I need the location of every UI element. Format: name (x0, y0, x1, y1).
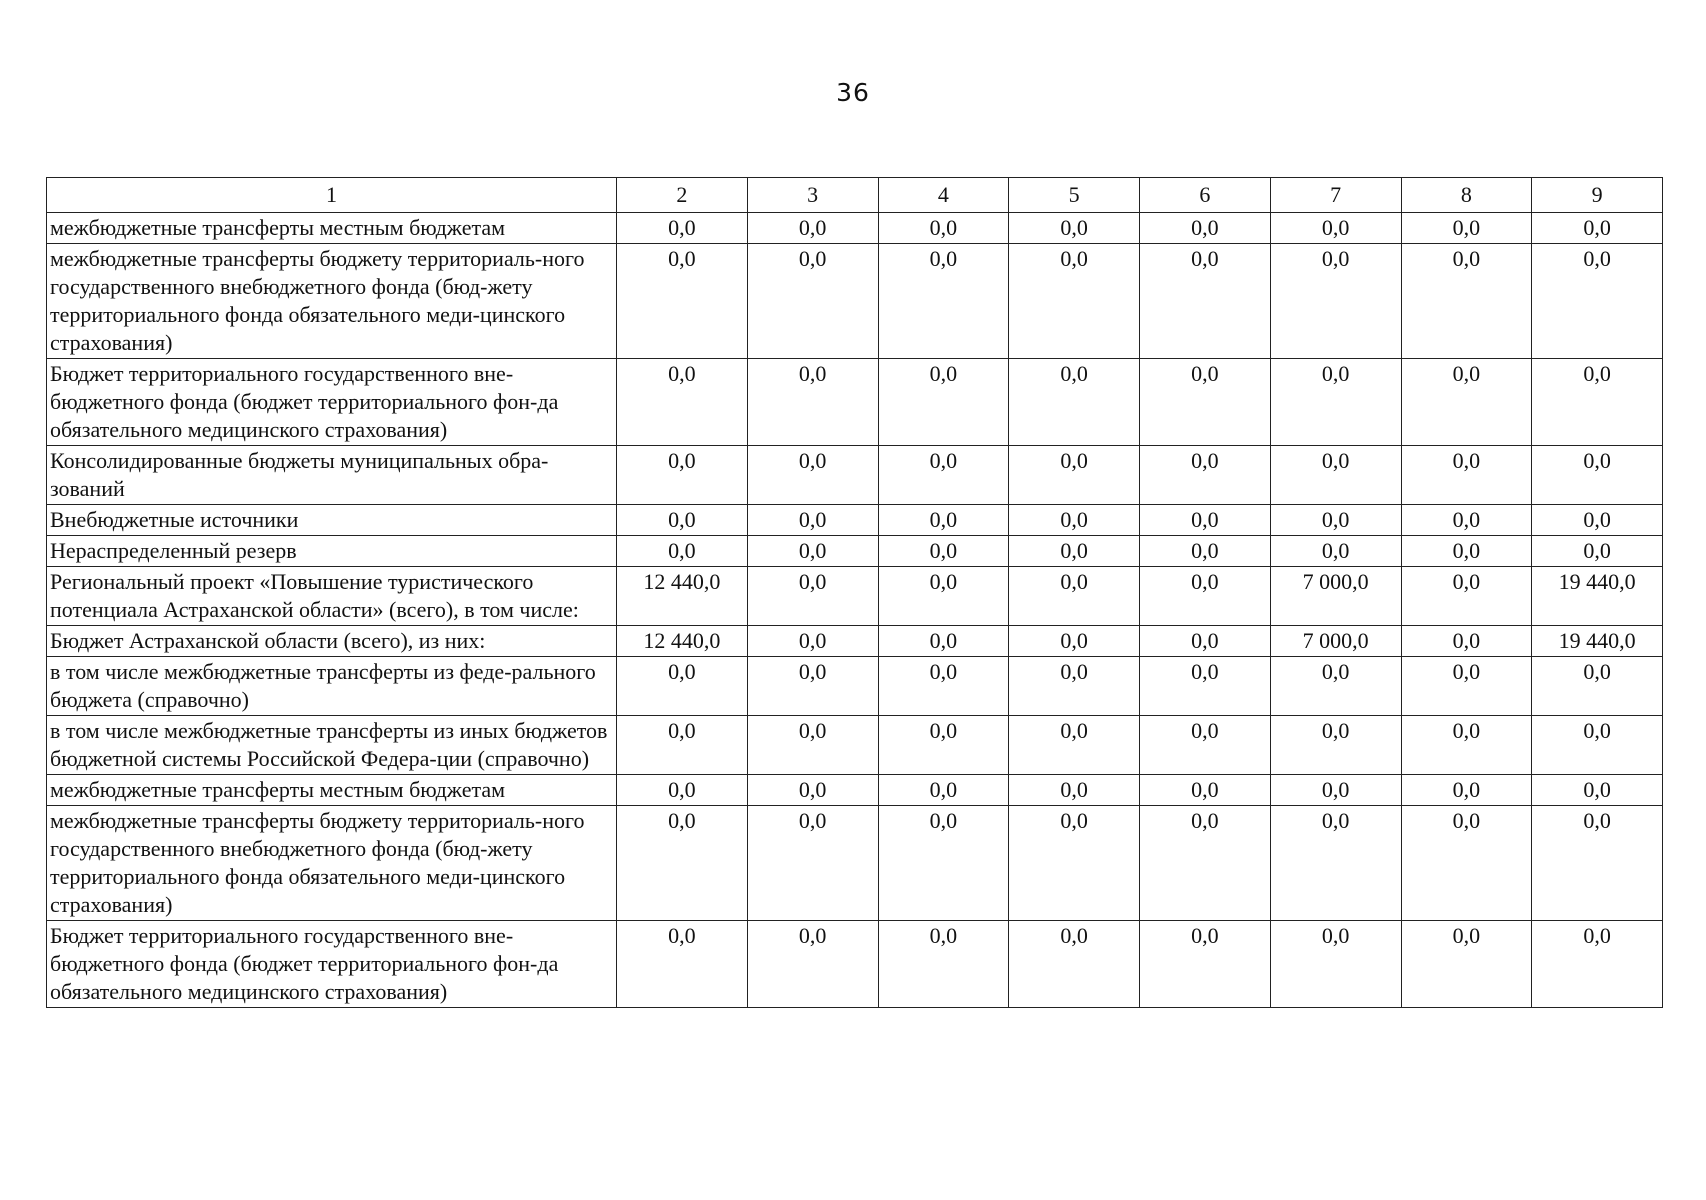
value-cell: 0,0 (1270, 921, 1401, 1008)
value-cell: 0,0 (878, 505, 1009, 536)
row-label: межбюджетные трансферты бюджету территориаль-ного государственного внебюджетного фонда (бюд-жету территориального фонда обязательного меди-цинского страхования) (47, 244, 617, 359)
table-body (47, 213, 1663, 1008)
value-cell: 0,0 (617, 505, 748, 536)
value-cell: 0,0 (1140, 921, 1271, 1008)
row-label: Бюджет Астраханской области (всего), из них: (47, 626, 617, 657)
value-cell: 0,0 (617, 536, 748, 567)
value-cell: 0,0 (747, 446, 878, 505)
value-cell: 0,0 (747, 359, 878, 446)
row-label: Региональный проект «Повышение туристического потенциала Астраханской области» (всего), в том числе: (47, 567, 617, 626)
value-cell: 0,0 (1270, 359, 1401, 446)
value-cell: 0,0 (1270, 806, 1401, 921)
value-cell: 0,0 (1401, 213, 1532, 244)
value-cell: 0,0 (747, 244, 878, 359)
value-cell: 19 440,0 (1532, 626, 1663, 657)
row-label: межбюджетные трансферты местным бюджетам (47, 213, 617, 244)
table-row (47, 775, 1663, 806)
value-cell: 0,0 (1009, 921, 1140, 1008)
value-cell: 0,0 (1140, 446, 1271, 505)
page-number: 36 (836, 78, 870, 107)
value-cell: 0,0 (1009, 213, 1140, 244)
value-cell: 0,0 (1270, 244, 1401, 359)
column-header: 1 (47, 178, 617, 213)
row-label: Внебюджетные источники (47, 505, 617, 536)
value-cell: 0,0 (1270, 213, 1401, 244)
table-row (47, 536, 1663, 567)
column-header: 3 (747, 178, 878, 213)
value-cell: 0,0 (1140, 626, 1271, 657)
value-cell: 0,0 (878, 213, 1009, 244)
value-cell: 0,0 (1401, 567, 1532, 626)
value-cell: 0,0 (747, 775, 878, 806)
row-label: межбюджетные трансферты местным бюджетам (47, 775, 617, 806)
value-cell: 0,0 (878, 657, 1009, 716)
row-label: Бюджет территориального государственного вне-бюджетного фонда (бюджет территориального фон-да обязательного медицинского страхования) (47, 921, 617, 1008)
value-cell: 0,0 (617, 716, 748, 775)
value-cell: 0,0 (1009, 244, 1140, 359)
value-cell: 0,0 (1009, 536, 1140, 567)
column-header: 6 (1140, 178, 1271, 213)
value-cell: 0,0 (1009, 716, 1140, 775)
value-cell: 12 440,0 (617, 626, 748, 657)
table-row (47, 921, 1663, 1008)
value-cell: 0,0 (1140, 359, 1271, 446)
value-cell: 0,0 (747, 716, 878, 775)
value-cell: 0,0 (878, 626, 1009, 657)
value-cell: 0,0 (747, 626, 878, 657)
table-row (47, 716, 1663, 775)
value-cell: 0,0 (1140, 505, 1271, 536)
value-cell: 0,0 (1009, 626, 1140, 657)
column-header: 7 (1270, 178, 1401, 213)
value-cell: 0,0 (1401, 806, 1532, 921)
value-cell: 0,0 (1401, 657, 1532, 716)
value-cell: 0,0 (878, 359, 1009, 446)
value-cell: 7 000,0 (1270, 567, 1401, 626)
value-cell: 0,0 (1401, 446, 1532, 505)
value-cell: 0,0 (1532, 921, 1663, 1008)
value-cell: 0,0 (1009, 657, 1140, 716)
row-label: в том числе межбюджетные трансферты из иных бюджетов бюджетной системы Российской Федера-ции (справочно) (47, 716, 617, 775)
column-header: 8 (1401, 178, 1532, 213)
value-cell: 0,0 (1270, 505, 1401, 536)
value-cell: 0,0 (1270, 775, 1401, 806)
value-cell: 0,0 (1401, 244, 1532, 359)
value-cell: 0,0 (617, 775, 748, 806)
value-cell: 0,0 (1140, 213, 1271, 244)
value-cell: 0,0 (1270, 536, 1401, 567)
value-cell: 12 440,0 (617, 567, 748, 626)
value-cell: 0,0 (878, 244, 1009, 359)
value-cell: 0,0 (878, 775, 1009, 806)
table-row (47, 806, 1663, 921)
table-row (47, 626, 1663, 657)
value-cell: 0,0 (747, 536, 878, 567)
value-cell: 0,0 (617, 806, 748, 921)
value-cell: 0,0 (1270, 657, 1401, 716)
budget-table (46, 177, 1663, 1008)
value-cell: 0,0 (617, 359, 748, 446)
value-cell: 0,0 (617, 213, 748, 244)
value-cell: 0,0 (617, 244, 748, 359)
table-row (47, 567, 1663, 626)
column-header: 5 (1009, 178, 1140, 213)
value-cell: 0,0 (1140, 244, 1271, 359)
value-cell: 0,0 (1009, 806, 1140, 921)
value-cell: 0,0 (1140, 775, 1271, 806)
table-row (47, 505, 1663, 536)
value-cell: 0,0 (1009, 775, 1140, 806)
value-cell: 0,0 (878, 446, 1009, 505)
row-label: Бюджет территориального государственного вне-бюджетного фонда (бюджет территориального фон-да обязательного медицинского страхования) (47, 359, 617, 446)
value-cell: 0,0 (1532, 359, 1663, 446)
value-cell: 0,0 (617, 921, 748, 1008)
value-cell: 0,0 (1140, 567, 1271, 626)
value-cell: 0,0 (1532, 775, 1663, 806)
value-cell: 0,0 (617, 657, 748, 716)
value-cell: 0,0 (747, 657, 878, 716)
row-label: межбюджетные трансферты бюджету территориаль-ного государственного внебюджетного фонда (бюд-жету территориального фонда обязательного меди-цинского страхования) (47, 806, 617, 921)
value-cell: 0,0 (1009, 359, 1140, 446)
value-cell: 0,0 (878, 806, 1009, 921)
row-label: Нераспределенный резерв (47, 536, 617, 567)
value-cell: 0,0 (1270, 716, 1401, 775)
value-cell: 0,0 (1009, 567, 1140, 626)
value-cell: 0,0 (1532, 213, 1663, 244)
value-cell: 0,0 (878, 921, 1009, 1008)
value-cell: 0,0 (1140, 536, 1271, 567)
row-label: Консолидированные бюджеты муниципальных обра-зований (47, 446, 617, 505)
value-cell: 0,0 (1532, 806, 1663, 921)
column-header: 2 (617, 178, 748, 213)
value-cell: 0,0 (617, 446, 748, 505)
value-cell: 0,0 (1140, 716, 1271, 775)
value-cell: 0,0 (1401, 536, 1532, 567)
value-cell: 0,0 (1401, 716, 1532, 775)
column-header: 4 (878, 178, 1009, 213)
value-cell: 0,0 (1009, 505, 1140, 536)
table-header-row (47, 178, 1663, 213)
value-cell: 0,0 (1401, 921, 1532, 1008)
table-row (47, 244, 1663, 359)
value-cell: 0,0 (1401, 359, 1532, 446)
value-cell: 0,0 (747, 921, 878, 1008)
table-row (47, 657, 1663, 716)
value-cell: 0,0 (747, 567, 878, 626)
value-cell: 0,0 (1532, 244, 1663, 359)
value-cell: 0,0 (878, 536, 1009, 567)
value-cell: 0,0 (1532, 505, 1663, 536)
value-cell: 0,0 (878, 567, 1009, 626)
value-cell: 0,0 (878, 716, 1009, 775)
value-cell: 0,0 (1401, 505, 1532, 536)
column-header: 9 (1532, 178, 1663, 213)
value-cell: 0,0 (1532, 657, 1663, 716)
value-cell: 0,0 (1270, 446, 1401, 505)
value-cell: 0,0 (1401, 626, 1532, 657)
value-cell: 0,0 (1532, 446, 1663, 505)
value-cell: 0,0 (1140, 657, 1271, 716)
value-cell: 0,0 (1401, 775, 1532, 806)
value-cell: 0,0 (1532, 536, 1663, 567)
value-cell: 0,0 (747, 806, 878, 921)
value-cell: 7 000,0 (1270, 626, 1401, 657)
table-row (47, 359, 1663, 446)
table-row (47, 446, 1663, 505)
row-label: в том числе межбюджетные трансферты из феде-рального бюджета (справочно) (47, 657, 617, 716)
value-cell: 0,0 (747, 505, 878, 536)
table-row (47, 213, 1663, 244)
value-cell: 0,0 (1532, 716, 1663, 775)
value-cell: 0,0 (747, 213, 878, 244)
value-cell: 19 440,0 (1532, 567, 1663, 626)
value-cell: 0,0 (1009, 446, 1140, 505)
value-cell: 0,0 (1140, 806, 1271, 921)
